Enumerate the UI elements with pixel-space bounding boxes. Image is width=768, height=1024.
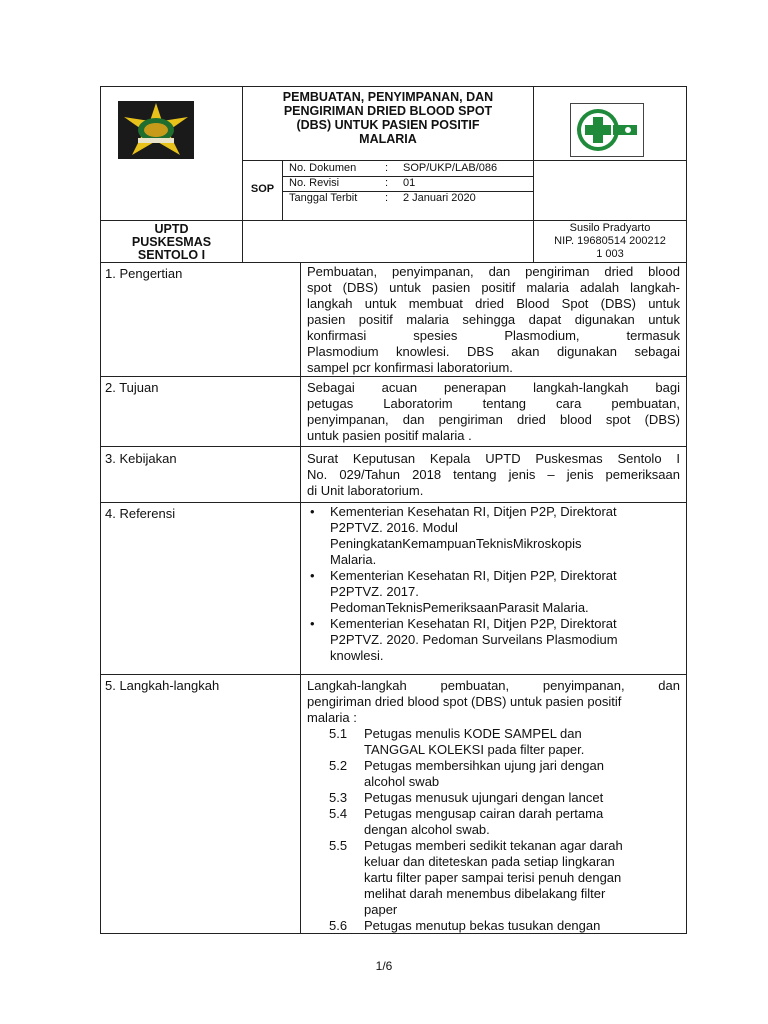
- organization-name: [101, 223, 242, 262]
- meta-value: 01: [403, 177, 416, 189]
- text-line: P2PTVZ. 2017.: [330, 584, 419, 599]
- reference-item: [308, 504, 680, 568]
- sop-label: SOP: [250, 183, 275, 195]
- text-line: Pembuatan, penyimpanan, dan pengiriman dried blood: [307, 264, 680, 279]
- signer-block: [534, 222, 686, 261]
- text-line: Petugas menutup bekas tusukan dengan: [364, 918, 601, 933]
- section-label-kebijakan: 3. Kebijakan: [105, 451, 177, 466]
- section-text-pengertian: [307, 264, 680, 376]
- step-number: 5.4: [329, 806, 348, 821]
- section-intro-langkah: [307, 678, 680, 726]
- text-line: P2PTVZ. 2016. Modul: [330, 520, 458, 535]
- text-line: Petugas menusuk ujungari dengan lancet: [364, 790, 604, 805]
- step-item: [329, 838, 681, 918]
- text-line: Langkah-langkah pembuatan, penyimpanan, dan: [307, 678, 680, 693]
- signer-name: Susilo Pradyarto: [569, 222, 651, 234]
- step-number: 5.6: [329, 918, 348, 933]
- page-number: 1/6: [375, 959, 393, 973]
- text-line: Surat Keputusan Kepala UPTD Puskesmas Sentolo I: [307, 451, 680, 466]
- text-line: No. 029/Tahun 2018 tentang jenis – jenis pemeriksaan: [307, 467, 680, 482]
- title-line: MALARIA: [359, 132, 417, 146]
- text-line: spot (DBS) untuk pasien positif malaria adalah langkah-: [307, 280, 680, 295]
- text-line: keluar dan diteteskan pada setiap lingkaran: [364, 854, 615, 869]
- text-line: knowlesi.: [330, 648, 384, 663]
- meta-row-dokumen: [289, 161, 533, 176]
- text-line: Petugas mengusap cairan darah pertama: [364, 806, 604, 821]
- meta-row-revisi: [289, 176, 533, 191]
- kabupaten-emblem-icon: [118, 101, 194, 159]
- step-number: 5.2: [329, 758, 348, 773]
- text-line: PedomanTeknisPemeriksaanParasit Malaria.: [330, 600, 589, 615]
- text-line: paper: [364, 902, 398, 917]
- org-line: PUSKESMAS: [131, 235, 212, 249]
- text-line: Petugas menulis KODE SAMPEL dan: [364, 726, 582, 741]
- bullet-icon: •: [310, 504, 315, 519]
- section-label-pengertian: 1. Pengertian: [105, 266, 183, 281]
- text-line: di Unit laboratorium.: [307, 483, 424, 498]
- section-text-tujuan: [307, 380, 680, 444]
- step-number: 5.1: [329, 726, 348, 741]
- meta-key: No. Revisi: [289, 177, 340, 189]
- meta-key: No. Dokumen: [289, 162, 357, 174]
- meta-sep: :: [385, 192, 389, 204]
- meta-sep: :: [385, 162, 389, 174]
- puskesmas-logo: [570, 103, 644, 157]
- text-line: untuk pasien positif malaria .: [307, 428, 472, 443]
- bullet-icon: •: [310, 568, 315, 583]
- org-line: UPTD: [154, 222, 189, 236]
- text-line: pengiriman dried blood spot (DBS) untuk pasien positif: [307, 694, 622, 709]
- section-label-langkah: 5. Langkah-langkah: [105, 678, 220, 693]
- text-line: TANGGAL KOLEKSI pada filter paper.: [364, 742, 585, 757]
- text-line: Petugas membersihkan ujung jari dengan: [364, 758, 604, 773]
- section-label-tujuan: 2. Tujuan: [105, 380, 159, 395]
- kabupaten-logo: [118, 101, 194, 159]
- org-line: SENTOLO I: [137, 248, 206, 262]
- text-line: pasien positif malaria sehingga dapat digunakan untuk: [307, 312, 680, 327]
- text-line: kartu filter paper sampai terisi penuh dengan: [364, 870, 622, 885]
- text-line: alcohol swab: [364, 774, 440, 789]
- text-line: langkah untuk membuat dried Blood Spot (DBS) untuk: [307, 296, 680, 311]
- meta-value: 2 Januari 2020: [403, 192, 476, 204]
- step-item: [329, 918, 681, 934]
- text-line: petugas Laboratorim tentang cara pembuatan,: [307, 396, 680, 411]
- step-item: [329, 758, 681, 790]
- title-line: PENGIRIMAN DRIED BLOOD SPOT: [283, 104, 493, 118]
- puskesmas-cross-icon: [570, 103, 644, 157]
- signer-nip-cont: 1 003: [596, 248, 624, 260]
- step-item: [329, 726, 681, 758]
- text-line: Kementerian Kesehatan RI, Ditjen P2P, Direktorat: [330, 616, 617, 631]
- step-number: 5.3: [329, 790, 348, 805]
- reference-list: [308, 504, 680, 664]
- reference-item: [308, 616, 680, 664]
- section-label-referensi: 4. Referensi: [105, 506, 176, 521]
- text-line: konfirmasi spesies Plasmodium, termasuk: [307, 328, 680, 343]
- text-line: Malaria.: [330, 552, 377, 567]
- meta-row-tanggal: [289, 191, 533, 206]
- step-list: [329, 726, 681, 934]
- text-line: malaria :: [307, 710, 357, 725]
- meta-sep: :: [385, 177, 389, 189]
- text-line: Kementerian Kesehatan RI, Ditjen P2P, Direktorat: [330, 504, 617, 519]
- title-line: (DBS) UNTUK PASIEN POSITIF: [296, 118, 480, 132]
- meta-value: SOP/UKP/LAB/086: [403, 162, 498, 174]
- bullet-icon: •: [310, 616, 315, 631]
- text-line: sampel pcr konfirmasi laboratorium.: [307, 360, 513, 375]
- text-line: P2PTVZ. 2020. Pedoman Surveilans Plasmodium: [330, 632, 618, 647]
- text-line: Petugas memberi sedikit tekanan agar darah: [364, 838, 623, 853]
- text-line: PeningkatanKemampuanTeknisMikroskopis: [330, 536, 582, 551]
- text-line: Kementerian Kesehatan RI, Ditjen P2P, Direktorat: [330, 568, 617, 583]
- text-line: melihat darah menembus dibelakang filter: [364, 886, 606, 901]
- document-title: [243, 90, 533, 146]
- step-item: [329, 790, 681, 806]
- text-line: penyimpanan, dan pengiriman dried blood spot (DBS): [307, 412, 680, 427]
- text-line: Sebagai acuan penerapan langkah-langkah bagi: [307, 380, 680, 395]
- text-line: dengan alcohol swab.: [364, 822, 490, 837]
- section-text-kebijakan: [307, 451, 680, 499]
- title-line: PEMBUATAN, PENYIMPANAN, DAN: [282, 90, 494, 104]
- step-number: 5.5: [329, 838, 348, 853]
- text-line: Plasmodium knowlesi. DBS akan digunakan sebagai: [307, 344, 680, 359]
- meta-key: Tanggal Terbit: [289, 192, 358, 204]
- step-item: [329, 806, 681, 838]
- signer-nip: NIP. 19680514 200212: [554, 235, 666, 247]
- reference-item: [308, 568, 680, 616]
